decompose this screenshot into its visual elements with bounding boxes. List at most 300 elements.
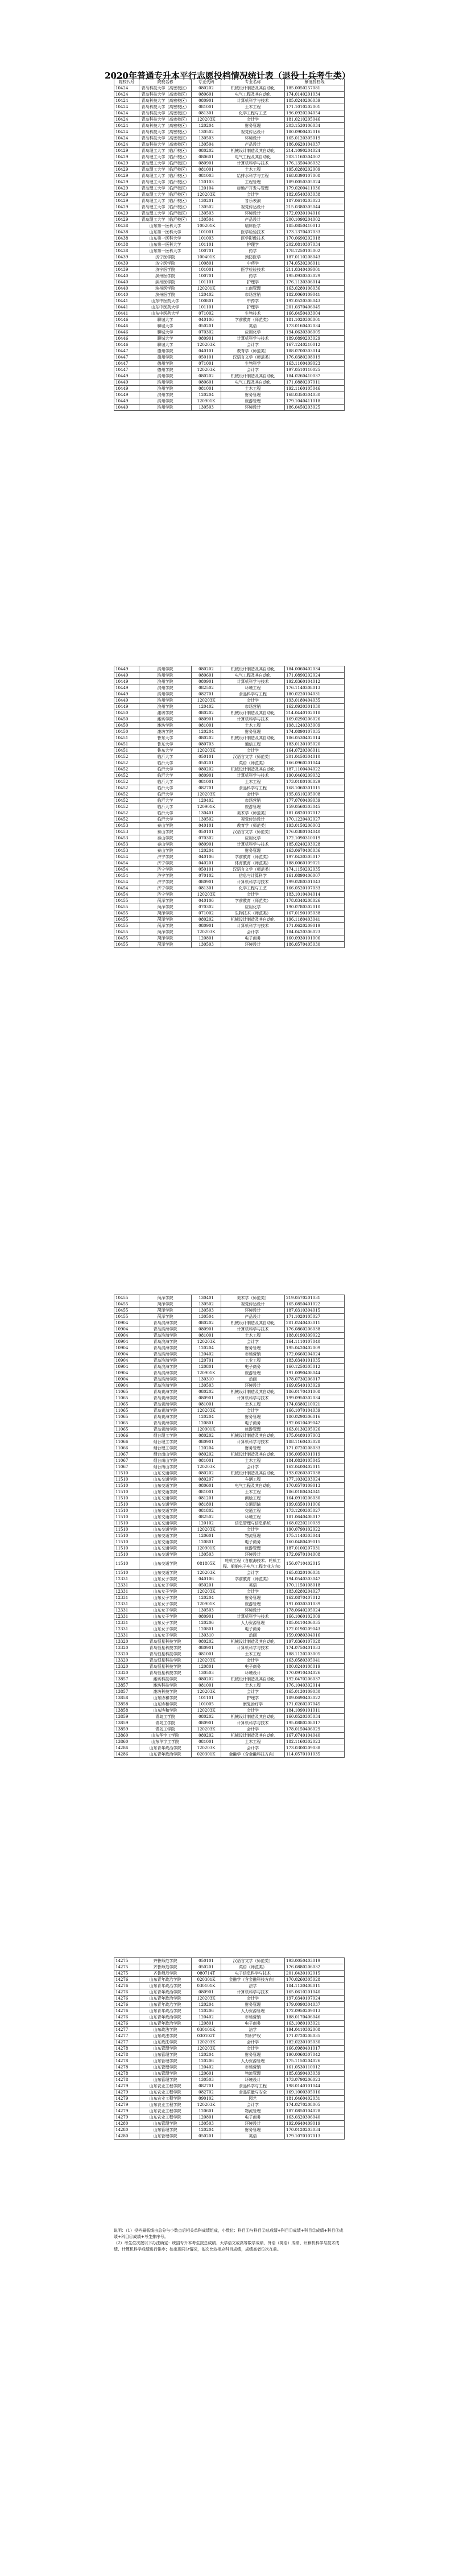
table-row: [114, 2083, 345, 2089]
min-score-cell: 172.0190209043: [285, 1626, 345, 1633]
major-code-cell: 120801: [192, 1664, 221, 1670]
column-header: 院校名称: [139, 79, 192, 85]
table-row: [114, 1395, 345, 1402]
major-code-cell: 120801: [192, 935, 221, 942]
table-row: [114, 1620, 345, 1626]
min-score-cell: 185.0390403039: [285, 2071, 345, 2077]
major-name-cell: 土木工程: [221, 1651, 285, 1658]
school-code-cell: 10455: [114, 1308, 139, 1314]
min-score-cell: 214.1090204024: [285, 148, 345, 154]
min-score-cell: 166.0960201044: [285, 760, 345, 766]
major-name-cell: 体育教育（师范类）: [221, 860, 285, 867]
min-score-cell: 196.0920204054: [285, 110, 345, 117]
school-code-cell: 13860: [114, 1733, 139, 1739]
school-code-cell: 11510: [114, 1470, 139, 1477]
table-row: [114, 2133, 345, 2140]
table-row: [114, 179, 345, 186]
major-name-cell: 视觉传达设计: [221, 204, 285, 211]
table-row: [114, 1326, 345, 1333]
school-code-cell: 10429: [114, 160, 139, 167]
table-row: [114, 167, 345, 173]
school-code-cell: 10452: [114, 804, 139, 810]
school-code-cell: 14276: [114, 2002, 139, 2008]
table-row: [114, 2014, 345, 2021]
school-name-cell: 青岛滨海学院: [139, 1364, 192, 1370]
major-name-cell: 市场营销: [221, 2064, 285, 2071]
major-name-cell: 食品科学与工程: [221, 2083, 285, 2089]
table-row: [114, 2102, 345, 2108]
major-code-cell: 071002: [192, 311, 221, 317]
table-row: [114, 223, 345, 229]
major-name-cell: 金融学（含金融科技方向）: [221, 1751, 285, 1758]
table-row: [114, 405, 345, 411]
table-row: [114, 917, 345, 923]
school-name-cell: 鲁东大学: [139, 741, 192, 748]
school-name-cell: 山东第一医科大学: [139, 242, 192, 248]
school-name-cell: 德州学院: [139, 348, 192, 355]
school-name-cell: 聊城大学: [139, 317, 192, 323]
min-score-cell: 195.0310205008: [285, 792, 345, 798]
school-code-cell: 13858: [114, 1701, 139, 1708]
major-code-cell: 100801: [192, 261, 221, 267]
major-code-cell: 130504: [192, 1314, 221, 1320]
table-row: [114, 92, 345, 98]
major-code-cell: 080202: [192, 148, 221, 154]
school-name-cell: 鲁东大学: [139, 735, 192, 741]
major-name-cell: 机械设计制造及其自动化: [221, 1676, 285, 1683]
major-code-cell: 100801: [192, 298, 221, 304]
school-name-cell: 烟台理工学院: [139, 1433, 192, 1439]
major-name-cell: 计算机科学与技术: [221, 160, 285, 167]
min-score-cell: 211.0340409001: [285, 267, 345, 273]
min-score-cell: 170.0570109013: [285, 1483, 345, 1489]
min-score-cell: 197.0340107024: [285, 1996, 345, 2002]
school-name-cell: 青岛理工大学（临沂校区）: [139, 192, 192, 198]
major-code-cell: 130504: [192, 142, 221, 148]
table-row: [114, 2027, 345, 2033]
table-row: [114, 754, 345, 760]
major-code-cell: 120203K: [192, 1996, 221, 2002]
min-score-cell: 160.1250305012: [285, 1364, 345, 1370]
major-code-cell: 050201: [192, 1964, 221, 1971]
school-code-cell: 13857: [114, 1689, 139, 1695]
major-name-cell: 财务管理: [221, 1345, 285, 1351]
min-score-cell: 173.0160402034: [285, 323, 345, 329]
major-code-cell: 081001: [192, 1402, 221, 1408]
school-code-cell: 10439: [114, 261, 139, 267]
major-code-cell: 120203K: [192, 117, 221, 123]
school-code-cell: 14277: [114, 2033, 139, 2039]
major-code-cell: 080202: [192, 766, 221, 773]
school-code-cell: 10450: [114, 723, 139, 729]
min-score-cell: 188.0700303014: [285, 348, 345, 355]
major-code-cell: 120204: [192, 729, 221, 735]
school-code-cell: 13859: [114, 1726, 139, 1733]
major-code-cell: 080901: [192, 1395, 221, 1402]
major-name-cell: 信息管理与信息系统: [221, 1520, 285, 1527]
major-name-cell: 会计学: [221, 698, 285, 704]
school-code-cell: 11065: [114, 1395, 139, 1402]
school-name-cell: 济宁医学院: [139, 267, 192, 273]
school-code-cell: 10429: [114, 173, 139, 179]
school-code-cell: 10453: [114, 848, 139, 854]
min-score-cell: 176.0880206032: [285, 1964, 345, 1971]
school-name-cell: 山东交通学院: [139, 1520, 192, 1527]
table-row: [114, 186, 345, 192]
table-row: [114, 1633, 345, 1639]
min-score-cell: 191.0030301039: [285, 1601, 345, 1608]
min-score-cell: 187.0110208043: [285, 254, 345, 261]
table-row: [114, 135, 345, 142]
table-row: [114, 1708, 345, 1714]
major-name-cell: 电子商务: [221, 1664, 285, 1670]
table-row: [114, 835, 345, 842]
table-row: [114, 311, 345, 317]
school-code-cell: 13860: [114, 1739, 139, 1745]
column-header: 专业名称: [221, 79, 285, 85]
school-name-cell: 山东交通学院: [139, 1502, 192, 1508]
school-code-cell: 10424: [114, 104, 139, 110]
min-score-cell: 187.0100207031: [285, 1545, 345, 1552]
school-name-cell: 山东管理学院: [139, 2133, 192, 2140]
min-score-cell: 176.0380104040: [285, 829, 345, 835]
major-code-cell: 120402: [192, 2064, 221, 2071]
table-row: [114, 929, 345, 935]
table-row: [114, 1558, 345, 1570]
table-row: [114, 1339, 345, 1345]
school-name-cell: 山东华宇工学院: [139, 1739, 192, 1745]
school-code-cell: 10450: [114, 729, 139, 735]
school-code-cell: 10429: [114, 198, 139, 204]
table-row: [114, 1358, 345, 1364]
school-code-cell: 14276: [114, 1989, 139, 1996]
school-code-cell: 13858: [114, 1695, 139, 1701]
major-name-cell: 动画: [221, 1633, 285, 1639]
table-row: [114, 1726, 345, 1733]
min-score-cell: 171.1020105027: [285, 1314, 345, 1320]
major-code-cell: 080202: [192, 666, 221, 673]
major-name-cell: 护理学: [221, 279, 285, 286]
school-name-cell: 山东青年政治学院: [139, 1996, 192, 2002]
table-row: [114, 773, 345, 779]
major-code-cell: 120103: [192, 179, 221, 186]
school-code-cell: 10451: [114, 741, 139, 748]
school-code-cell: 14278: [114, 2052, 139, 2058]
school-code-cell: 14286: [114, 1751, 139, 1758]
major-name-cell: 机械设计制造及其自动化: [221, 1452, 285, 1458]
table-row: [114, 923, 345, 929]
min-score-cell: 198.0140101044: [285, 2083, 345, 2089]
major-code-cell: 120203K: [192, 1570, 221, 1576]
school-name-cell: 德州学院: [139, 367, 192, 373]
table-row: [114, 1351, 345, 1358]
table-row: [114, 1370, 345, 1376]
school-name-cell: 青岛理工大学（临沂校区）: [139, 154, 192, 160]
min-score-cell: 164.0910206030: [285, 1495, 345, 1502]
major-name-cell: 工业工程: [221, 1358, 285, 1364]
major-name-cell: 汉语言文学（师范类）: [221, 867, 285, 873]
major-name-cell: 护理学: [221, 1695, 285, 1701]
school-name-cell: 潍坊科技学院: [139, 1689, 192, 1695]
table-row: [114, 823, 345, 829]
school-code-cell: 11510: [114, 1483, 139, 1489]
min-score-cell: 182.0060109041: [285, 292, 345, 298]
table-row: [114, 885, 345, 892]
table-row: [114, 261, 345, 267]
major-name-cell: 园艺: [221, 2096, 285, 2102]
major-name-cell: 会计学: [221, 1339, 285, 1345]
major-name-cell: 会计学: [221, 1996, 285, 2002]
school-code-cell: 14277: [114, 2039, 139, 2046]
table-row: [114, 1420, 345, 1427]
min-score-cell: 186.0180404041: [285, 1489, 345, 1495]
table-row: [114, 2096, 345, 2102]
major-code-cell: 120801: [192, 1539, 221, 1545]
school-name-cell: 青岛科技大学（高密校区）: [139, 123, 192, 129]
major-name-cell: 汉语言文学（师范类）: [221, 754, 285, 760]
min-score-cell: 167.0190105038: [285, 910, 345, 917]
min-score-cell: 114.0570101035: [285, 1751, 345, 1758]
school-name-cell: 滨州学院: [139, 392, 192, 398]
major-name-cell: 土木工程: [221, 386, 285, 392]
min-score-cell: 172.0950209013: [285, 2008, 345, 2014]
table-row: [114, 1695, 345, 1701]
school-code-cell: 10439: [114, 267, 139, 273]
school-name-cell: 山东农业工程学院: [139, 2115, 192, 2121]
table-row: [114, 386, 345, 392]
school-name-cell: 山东交通学院: [139, 1558, 192, 1570]
school-name-cell: 山东管理学院: [139, 2058, 192, 2064]
major-code-cell: 050101: [192, 1958, 221, 1964]
major-name-cell: 英语（师范类）: [221, 1964, 285, 1971]
school-name-cell: 潍坊科技学院: [139, 1683, 192, 1689]
min-score-cell: 195.0880208017: [285, 1720, 345, 1726]
table-row: [114, 1508, 345, 1514]
school-code-cell: 11066: [114, 1445, 139, 1452]
major-code-cell: 080901: [192, 879, 221, 885]
school-name-cell: 青岛恒星科技学院: [139, 1651, 192, 1658]
table-row: [114, 904, 345, 910]
major-code-cell: 080901: [192, 1326, 221, 1333]
min-score-cell: 173.1370407033: [285, 229, 345, 236]
school-code-cell: 10449: [114, 380, 139, 386]
table-row: [114, 942, 345, 948]
school-code-cell: 10449: [114, 386, 139, 392]
min-score-cell: 192.0520308043: [285, 298, 345, 304]
major-code-cell: 081801: [192, 1502, 221, 1508]
table-row: [114, 1427, 345, 1433]
major-code-cell: 050201: [192, 323, 221, 329]
school-name-cell: 山东管理学院: [139, 2071, 192, 2077]
school-name-cell: 青岛滨海学院: [139, 1345, 192, 1351]
major-code-cell: 120601: [192, 2071, 221, 2077]
min-score-cell: 197.0510110025: [285, 367, 345, 373]
major-name-cell: 土木工程: [221, 1489, 285, 1495]
min-score-cell: 169.1000305016: [285, 2089, 345, 2096]
major-code-cell: 080901: [192, 773, 221, 779]
min-score-cell: 176.0860206038: [285, 1326, 345, 1333]
major-code-cell: 120204: [192, 1345, 221, 1351]
school-code-cell: 10453: [114, 842, 139, 848]
major-code-cell: 130502: [192, 1301, 221, 1308]
major-code-cell: 120203K: [192, 792, 221, 798]
school-code-cell: 14276: [114, 2008, 139, 2014]
school-name-cell: 滨州学院: [139, 666, 192, 673]
school-code-cell: 10904: [114, 1320, 139, 1326]
major-code-cell: 050201: [192, 2133, 221, 2140]
school-name-cell: 青岛科技大学（高密校区）: [139, 142, 192, 148]
major-name-cell: 土木工程: [221, 779, 285, 785]
major-name-cell: 学前教育（师范类）: [221, 898, 285, 904]
school-code-cell: 12331: [114, 1608, 139, 1614]
min-score-cell: 186.0570405030: [285, 942, 345, 948]
column-header: 最低投档线: [285, 79, 345, 85]
major-code-cell: 082502: [192, 1514, 221, 1520]
major-code-cell: 130503: [192, 2121, 221, 2127]
major-name-cell: 视觉传达设计: [221, 1301, 285, 1308]
school-name-cell: 青岛工学院: [139, 1726, 192, 1733]
table-row: [114, 766, 345, 773]
major-name-cell: 药学: [221, 248, 285, 254]
major-name-cell: 机械设计制造及其自动化: [221, 666, 285, 673]
school-name-cell: 临沂大学: [139, 792, 192, 798]
school-name-cell: 青岛理工大学（临沂校区）: [139, 160, 192, 167]
major-name-cell: 物流管理: [221, 1533, 285, 1539]
major-code-cell: 130401: [192, 810, 221, 817]
major-name-cell: 计算机科学与技术: [221, 679, 285, 685]
min-score-cell: 185.0240206039: [285, 98, 345, 104]
school-code-cell: 14279: [114, 2108, 139, 2115]
school-code-cell: 11067: [114, 1452, 139, 1458]
table-row: [114, 1720, 345, 1726]
table-row: [114, 1739, 345, 1745]
major-code-cell: 080901: [192, 1720, 221, 1726]
major-name-cell: 计算机科学与技术: [221, 923, 285, 929]
major-code-cell: 120203K: [192, 929, 221, 935]
school-code-cell: 10438: [114, 242, 139, 248]
min-score-cell: 193.0260307038: [285, 1470, 345, 1477]
school-code-cell: 10441: [114, 311, 139, 317]
school-code-cell: 10455: [114, 1314, 139, 1320]
table-row: [114, 1489, 345, 1495]
major-name-cell: 视觉传达设计: [221, 817, 285, 823]
major-code-cell: 120402: [192, 704, 221, 710]
school-code-cell: 10455: [114, 942, 139, 948]
school-code-cell: 10904: [114, 1370, 139, 1376]
min-score-cell: 165.0120305019: [285, 135, 345, 142]
major-name-cell: 计算机科学与技术: [221, 1989, 285, 1996]
min-score-cell: 169.0290206026: [285, 716, 345, 723]
major-name-cell: 电子商务: [221, 2021, 285, 2027]
min-score-cell: 172.0670104008: [285, 1552, 345, 1558]
school-name-cell: 青岛理工大学（临沂校区）: [139, 167, 192, 173]
min-score-cell: 201.0240403011: [285, 1320, 345, 1326]
major-code-cell: 120901K: [192, 1370, 221, 1376]
school-code-cell: 10450: [114, 716, 139, 723]
admission-table: [114, 1957, 345, 2140]
school-code-cell: 10452: [114, 817, 139, 823]
major-code-cell: 050101: [192, 355, 221, 361]
school-name-cell: 山东女子学院: [139, 1576, 192, 1582]
school-code-cell: 12331: [114, 1589, 139, 1595]
major-name-cell: 金融学（含金融科技方向）: [221, 1977, 285, 1983]
school-code-cell: 10453: [114, 823, 139, 829]
major-code-cell: 080901: [192, 842, 221, 848]
min-score-cell: 188.1120203005: [285, 1651, 345, 1658]
major-code-cell: 080601: [192, 673, 221, 679]
table-row: [114, 804, 345, 810]
school-code-cell: 10424: [114, 98, 139, 104]
school-code-cell: 10449: [114, 679, 139, 685]
major-code-cell: 130503: [192, 942, 221, 948]
major-code-cell: 080901: [192, 1439, 221, 1445]
school-name-cell: 青岛滨海学院: [139, 1351, 192, 1358]
major-code-cell: 120204: [192, 1595, 221, 1601]
school-code-cell: 14278: [114, 2077, 139, 2083]
min-score-cell: 201.0430102015: [285, 1971, 345, 1977]
major-code-cell: 071002: [192, 910, 221, 917]
table-row: [114, 1701, 345, 1708]
table-row: [114, 211, 345, 217]
major-name-cell: 会计学: [221, 1408, 285, 1414]
school-name-cell: 山东青年政治学院: [139, 2008, 192, 2014]
major-code-cell: 120203K: [192, 1726, 221, 1733]
major-code-cell: 080202: [192, 1389, 221, 1395]
table-row: [114, 817, 345, 823]
major-name-cell: 环境设计: [221, 1608, 285, 1614]
school-name-cell: 山东中医药大学: [139, 304, 192, 311]
major-code-cell: 081001: [192, 1333, 221, 1339]
school-name-cell: 山东协和学院: [139, 1701, 192, 1708]
major-code-cell: 101005: [192, 1701, 221, 1708]
min-score-cell: 199.0350101006: [285, 1502, 345, 1508]
school-name-cell: 山东女子学院: [139, 1582, 192, 1589]
major-code-cell: 120402: [192, 292, 221, 298]
major-name-cell: 通信工程: [221, 741, 285, 748]
major-code-cell: 080202: [192, 710, 221, 716]
table-row: [114, 355, 345, 361]
min-score-cell: 162.0930301030: [285, 704, 345, 710]
major-code-cell: 081301: [192, 110, 221, 117]
table-row: [114, 236, 345, 242]
school-code-cell: 11510: [114, 1533, 139, 1539]
major-name-cell: 财务管理: [221, 2127, 285, 2133]
min-score-cell: 182.0540303038: [285, 192, 345, 198]
table-row: [114, 1683, 345, 1689]
table-row: [114, 2064, 345, 2071]
major-name-cell: 会计学: [221, 2102, 285, 2108]
table-row: [114, 748, 345, 754]
major-name-cell: 环境设计: [221, 135, 285, 142]
table-row: [114, 1601, 345, 1608]
school-code-cell: 10454: [114, 854, 139, 860]
table-row: [114, 1539, 345, 1545]
major-code-cell: 030102T: [192, 2033, 221, 2039]
school-name-cell: 青岛滨海学院: [139, 1376, 192, 1383]
table-row: [114, 1996, 345, 2002]
min-score-cell: 200.1090204002: [285, 217, 345, 223]
major-name-cell: 财务管理: [221, 1595, 285, 1601]
table-row: [114, 98, 345, 104]
min-score-cell: 163.1080103021: [285, 2021, 345, 2027]
min-score-cell: 177.0700409039: [285, 798, 345, 804]
school-name-cell: 菏泽学院: [139, 1314, 192, 1320]
school-code-cell: 11510: [114, 1527, 139, 1533]
table-row: [114, 204, 345, 211]
column-header: 专业代码: [192, 79, 221, 85]
school-name-cell: 德州学院: [139, 361, 192, 367]
major-name-cell: 机械设计制造及其自动化: [221, 1320, 285, 1326]
